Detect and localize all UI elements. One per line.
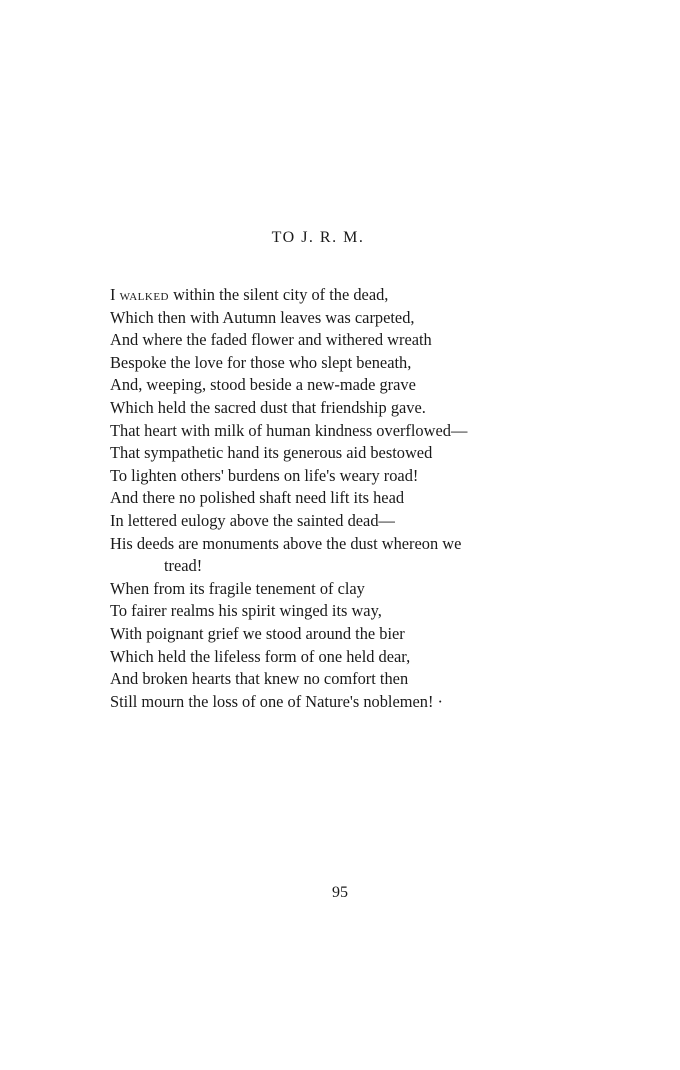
poem-line: Which then with Autumn leaves was carpeted, xyxy=(110,307,415,327)
poem-line: And broken hearts that knew no comfort then xyxy=(110,669,409,689)
poem-line: To fairer realms his spirit winged its way, xyxy=(110,601,382,621)
poem-line: Which held the sacred dust that friendship gave. xyxy=(110,397,426,417)
poem-line: And there no polished shaft need lift its head xyxy=(110,488,405,508)
poem-line: To lighten others' burdens on life's weary road! xyxy=(110,465,419,485)
poem-body xyxy=(110,284,610,713)
poem-line: His deeds are monuments above the dust whereon we xyxy=(110,533,462,553)
poem-line: That heart with milk of human kindness overflowed— xyxy=(110,420,468,440)
poem-line-continuation: tread! xyxy=(164,556,203,576)
poem-line: That sympathetic hand its generous aid bestowed xyxy=(110,443,433,463)
poem-first-word-lead: I xyxy=(110,285,120,304)
poem-line-1 xyxy=(110,284,610,307)
poem-line: And where the faded flower and withered wreath xyxy=(110,330,432,350)
poem-line: Which held the lifeless form of one held dear, xyxy=(110,646,411,666)
poem-line: With poignant grief we stood around the bier xyxy=(110,623,405,643)
page-number: 95 xyxy=(332,884,348,901)
poem-first-line-rest: within the silent city of the dead, xyxy=(169,285,389,304)
poem-line: Bespoke the love for those who slept beneath, xyxy=(110,352,412,372)
poem-title: TO J. R. M. xyxy=(271,229,365,246)
poem-line: And, weeping, stood beside a new-made grave xyxy=(110,375,416,395)
poem-first-word: walked xyxy=(119,285,169,304)
poem-line: When from its fragile tenement of clay xyxy=(110,578,365,598)
poem-line: In lettered eulogy above the sainted dead— xyxy=(110,510,395,530)
poem-line: Still mourn the loss of one of Nature's noblemen! · xyxy=(110,691,443,711)
